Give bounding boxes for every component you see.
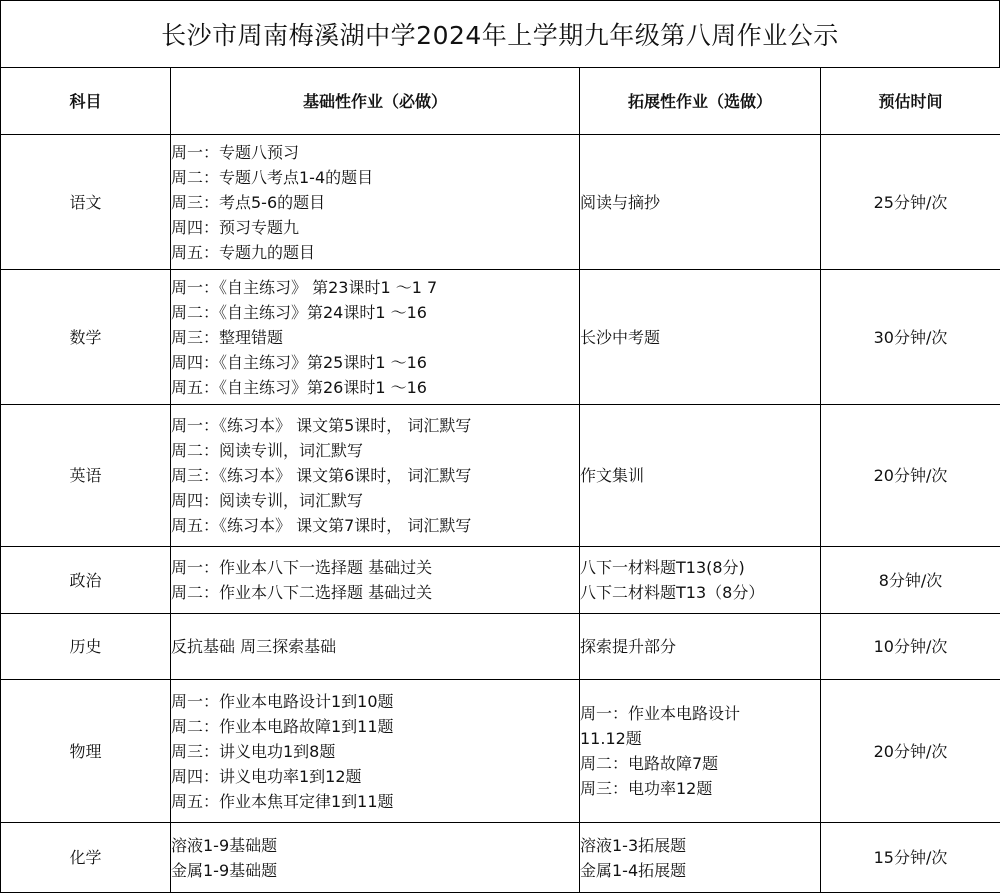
table-row <box>1 270 1000 405</box>
homework-line: 周四：预习专题九 <box>171 215 579 240</box>
basic-homework-cell <box>171 614 580 680</box>
homework-line: 周三：电功率12题 <box>580 776 820 801</box>
homework-line: 周二：作业本八下二选择题 基础过关 <box>171 580 579 605</box>
homework-line: 金属1-9基础题 <box>171 858 579 883</box>
homework-line: 周三：讲义电功1到8题 <box>171 739 579 764</box>
homework-line: 周二：阅读专训，词汇默写 <box>171 438 579 463</box>
homework-line: 11.12题 <box>580 726 820 751</box>
extended-homework-cell <box>580 680 821 823</box>
homework-line: 周五：《自主练习》第26课时1 ～16 <box>171 375 579 400</box>
homework-line: 阅读与摘抄 <box>580 190 820 215</box>
homework-line: 长沙中考题 <box>580 325 820 350</box>
subject-cell: 英语 <box>1 405 171 547</box>
table-row <box>1 614 1000 680</box>
extended-homework-cell <box>580 823 821 893</box>
subject-cell: 政治 <box>1 547 171 614</box>
homework-line: 周二：作业本电路故障1到11题 <box>171 714 579 739</box>
basic-homework-cell <box>171 823 580 893</box>
subject-cell: 数学 <box>1 270 171 405</box>
table-row <box>1 405 1000 547</box>
homework-line: 八下二材料题T13（8分） <box>580 580 820 605</box>
table-row <box>1 680 1000 823</box>
homework-table <box>0 67 1000 893</box>
estimated-time-cell: 20分钟/次 <box>821 405 1000 547</box>
extended-homework-cell <box>580 270 821 405</box>
estimated-time-cell: 20分钟/次 <box>821 680 1000 823</box>
subject-cell: 物理 <box>1 680 171 823</box>
table-row <box>1 547 1000 614</box>
homework-line: 周一：《练习本》 课文第5课时， 词汇默写 <box>171 413 579 438</box>
homework-line: 周三：《练习本》 课文第6课时， 词汇默写 <box>171 463 579 488</box>
header-extend: 拓展性作业（选做） <box>580 68 821 135</box>
extended-homework-cell <box>580 135 821 270</box>
header-time: 预估时间 <box>821 68 1000 135</box>
homework-line: 周一：作业本八下一选择题 基础过关 <box>171 555 579 580</box>
homework-line: 周四：阅读专训，词汇默写 <box>171 488 579 513</box>
estimated-time-cell: 15分钟/次 <box>821 823 1000 893</box>
subject-cell: 历史 <box>1 614 171 680</box>
estimated-time-cell: 30分钟/次 <box>821 270 1000 405</box>
header-basic: 基础性作业（必做） <box>171 68 580 135</box>
homework-line: 反抗基础 周三探索基础 <box>171 634 579 659</box>
homework-line: 八下一材料题T13(8分) <box>580 555 820 580</box>
estimated-time-cell: 8分钟/次 <box>821 547 1000 614</box>
homework-line: 周三：考点5-6的题目 <box>171 190 579 215</box>
subject-cell: 化学 <box>1 823 171 893</box>
homework-line: 溶液1-3拓展题 <box>580 833 820 858</box>
basic-homework-cell <box>171 680 580 823</box>
homework-line: 周四：《自主练习》第25课时1 ～16 <box>171 350 579 375</box>
homework-line: 周五：《练习本》 课文第7课时， 词汇默写 <box>171 513 579 538</box>
homework-line: 周一：作业本电路设计 <box>580 701 820 726</box>
homework-line: 溶液1-9基础题 <box>171 833 579 858</box>
extended-homework-cell <box>580 547 821 614</box>
header-subject: 科目 <box>1 68 171 135</box>
homework-line: 周五：作业本焦耳定律1到11题 <box>171 789 579 814</box>
homework-line: 周二：专题八考点1-4的题目 <box>171 165 579 190</box>
page-title: 长沙市周南梅溪湖中学2024年上学期九年级第八周作业公示 <box>0 0 1000 68</box>
basic-homework-cell <box>171 135 580 270</box>
estimated-time-cell: 25分钟/次 <box>821 135 1000 270</box>
table-row <box>1 135 1000 270</box>
homework-line: 周二：电路故障7题 <box>580 751 820 776</box>
homework-line: 探索提升部分 <box>580 634 820 659</box>
homework-line: 周三：整理错题 <box>171 325 579 350</box>
homework-line: 作文集训 <box>580 463 820 488</box>
homework-line: 周一：专题八预习 <box>171 140 579 165</box>
basic-homework-cell <box>171 270 580 405</box>
homework-line: 周四：讲义电功率1到12题 <box>171 764 579 789</box>
homework-line: 周一：作业本电路设计1到10题 <box>171 689 579 714</box>
homework-line: 周二：《自主练习》第24课时1 ～16 <box>171 300 579 325</box>
homework-line: 金属1-4拓展题 <box>580 858 820 883</box>
basic-homework-cell <box>171 547 580 614</box>
homework-line: 周五：专题九的题目 <box>171 240 579 265</box>
estimated-time-cell: 10分钟/次 <box>821 614 1000 680</box>
subject-cell: 语文 <box>1 135 171 270</box>
basic-homework-cell <box>171 405 580 547</box>
extended-homework-cell <box>580 614 821 680</box>
header-row <box>1 68 1000 135</box>
extended-homework-cell <box>580 405 821 547</box>
homework-line: 周一：《自主练习》 第23课时1 ～1 7 <box>171 275 579 300</box>
table-row <box>1 823 1000 893</box>
